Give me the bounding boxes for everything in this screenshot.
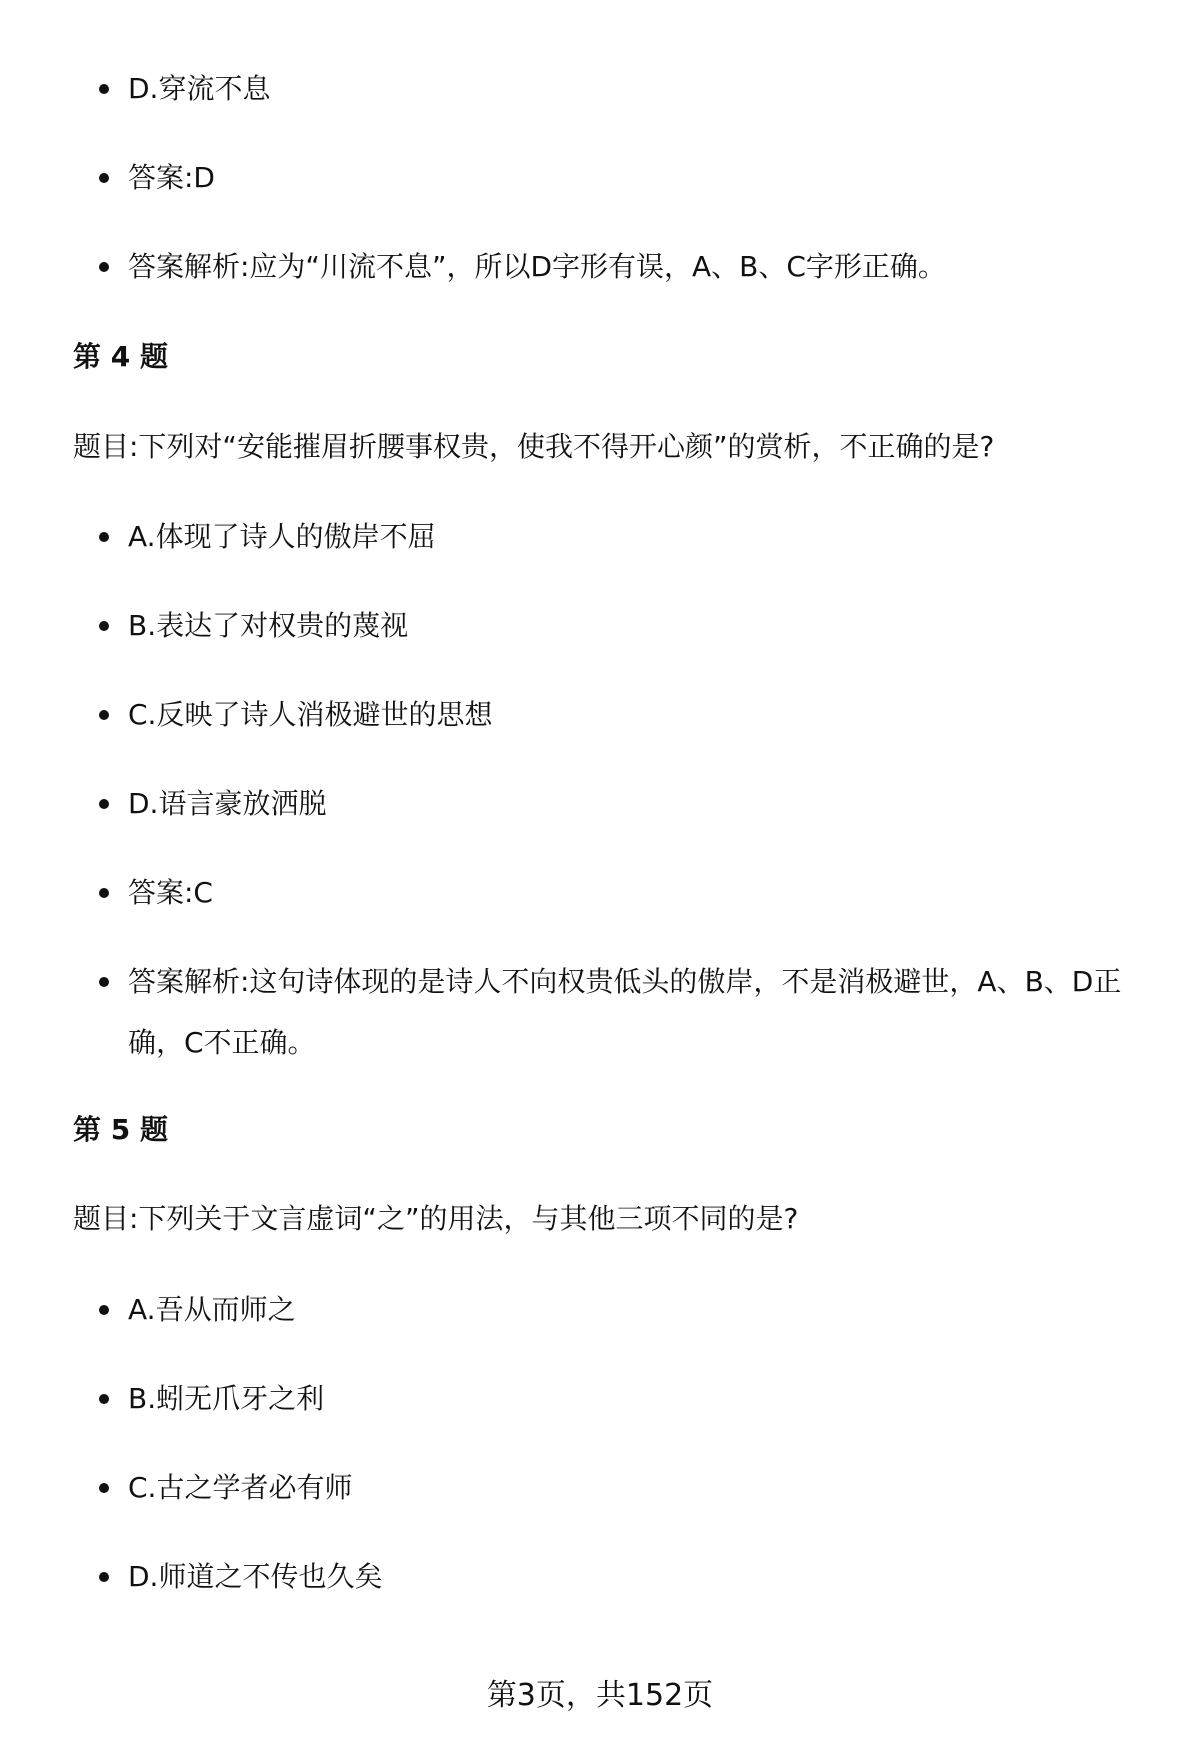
- q3-option-d: D.穿流不息: [128, 58, 1160, 119]
- q4-option-b: B.表达了对权贵的蔑视: [128, 595, 1160, 656]
- q4-option-d: D.语言豪放洒脱: [128, 773, 1160, 834]
- q5-option-b: B.蚓无爪牙之利: [128, 1368, 1160, 1429]
- page-number-footer: 第3页，共152页: [486, 1678, 714, 1713]
- q3-analysis: 答案解析:应为“川流不息”，所以D字形有误，A、B、C字形正确。: [128, 236, 1160, 297]
- q4-answer: 答案:C: [128, 862, 1160, 923]
- q5-option-a: A.吾从而师之: [128, 1279, 1160, 1340]
- q3-answer: 答案:D: [128, 147, 1160, 208]
- q4-analysis: 答案解析:这句诗体现的是诗人不向权贵低头的傲岸，不是消极避世，A、B、D正确，C不正确。: [128, 951, 1160, 1073]
- q4-stem: 题目:下列对“安能摧眉折腰事权贵，使我不得开心颜”的赏析，不正确的是?: [73, 430, 995, 463]
- q4-option-a: A.体现了诗人的傲岸不屈: [128, 506, 1160, 567]
- q4-heading: 第 4 题: [73, 340, 168, 373]
- q5-stem: 题目:下列关于文言虚词“之”的用法，与其他三项不同的是?: [73, 1202, 799, 1235]
- q4-option-c: C.反映了诗人消极避世的思想: [128, 684, 1160, 745]
- q5-heading: 第 5 题: [73, 1113, 168, 1146]
- q5-option-c: C.古之学者必有师: [128, 1457, 1160, 1518]
- q5-option-d: D.师道之不传也久矣: [128, 1546, 1160, 1607]
